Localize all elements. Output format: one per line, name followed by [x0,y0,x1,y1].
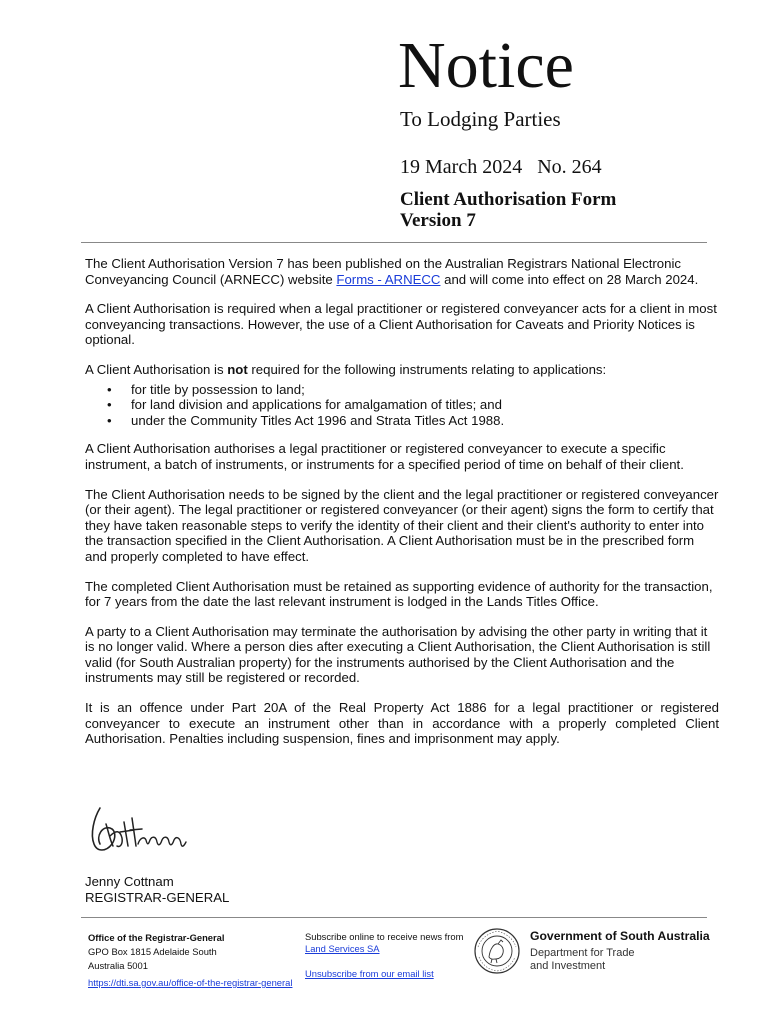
address-line-1: GPO Box 1815 Adelaide South [88,946,217,957]
heading-line-1: Client Authorisation Form [400,189,617,210]
government-name: Government of South Australia [530,929,710,943]
arnecc-forms-link[interactable]: Forms - ARNECC [336,271,441,287]
footer-divider [81,917,707,918]
address-line-2: Australia 5001 [88,960,148,971]
paragraph-3-tail: required for the following instruments relating to applications: [247,361,607,377]
list-item: • under the Community Titles Act 1996 and Strata Titles Act 1988. [131,413,719,429]
notice-title: Notice [398,29,574,102]
paragraph-3-text: A Client Authorisation is [85,361,228,377]
notice-body [85,256,719,761]
emphasis-not: not [227,361,248,377]
heading-line-2: Version 7 [400,210,476,231]
notice-heading [400,189,616,231]
office-name: Office of the Registrar-General [88,932,225,943]
subscribe-text [305,931,470,955]
state-seal-icon [472,927,522,975]
office-website-link[interactable]: https://dti.sa.gov.au/office-of-the-registrar-general [88,977,293,988]
list-item: • for title by possession to land; [131,382,719,398]
paragraph-5: The Client Authorisation needs to be signed by the client and the legal practitioner or registered conveyancer (or their agent). The legal practitioner or registered conveyancer (or their agent) signs the form to certify that they have taken reasonable steps to verify the identity of their client and their client's authority to enter into the transaction specified in the Client Authorisation. A Client Authorisation must be in the prescribed form and properly completed to have effect. [85,486,719,564]
subscribe-prefix: Subscribe online to receive news from [305,931,464,942]
header-divider [81,242,707,243]
signatory-role: REGISTRAR-GENERAL [85,890,230,905]
signatory-block [85,874,229,906]
department-name: Department for Trade and Investment [530,947,635,972]
paragraph-1 [85,256,719,287]
paragraph-1-tail: and will come into effect on 28 March 2024. [440,271,699,287]
notice-number: No. 264 [537,156,602,178]
paragraph-8: It is an offence under Part 20A of the Real Property Act 1886 for a legal practitioner or registered conveyancer to execute an instrument other than in accordance with a properly completed Client Authorisation. Penalties including suspension, fines and imprisonment may apply. [85,700,719,747]
exemption-list [85,382,719,429]
paragraph-3 [85,362,719,378]
paragraph-4: A Client Authorisation authorises a legal practitioner or registered conveyancer to execute a specific instrument, a batch of instruments, or instruments for a specified period of time on behalf of their client. [85,441,684,472]
paragraph-7: A party to a Client Authorisation may terminate the authorisation by advising the other party in writing that it is no longer valid. Where a person dies after executing a Client Authorisation, the Client Authorisation is still valid (for South Australian property) for the instruments authorised by the Client Authorisation and the instruments may still be registered or recorded. [85,623,711,686]
handwritten-signature [86,800,190,864]
list-item: • for land division and applications for amalgamation of titles; and [131,397,719,413]
paragraph-2: A Client Authorisation is required when a legal practitioner or registered conveyancer acts for a client in most conveyancing transactions. However, the use of a Client Authorisation for Caveats and Priority Notices is optional. [85,301,717,348]
footer-contact [88,931,293,988]
paragraph-1-text: The Client Authorisation Version 7 has been published on the Australian Registrars National Electronic Conveyancing Council (ARNECC) website [85,256,681,287]
unsubscribe-link[interactable]: Unsubscribe from our email list [305,968,434,979]
signatory-name: Jenny Cottnam [85,874,174,889]
footer-subscribe [305,931,470,980]
land-services-link[interactable]: Land Services SA [305,943,380,954]
paragraph-6: The completed Client Authorisation must be retained as supporting evidence of authority for the transaction, for 7 years from the date the last relevant instrument is lodged in the Lands Titles Office. [85,578,713,610]
notice-subtitle: To Lodging Parties [400,107,561,131]
notice-date: 19 March 2024 [400,156,523,178]
notice-dateline [400,154,602,180]
